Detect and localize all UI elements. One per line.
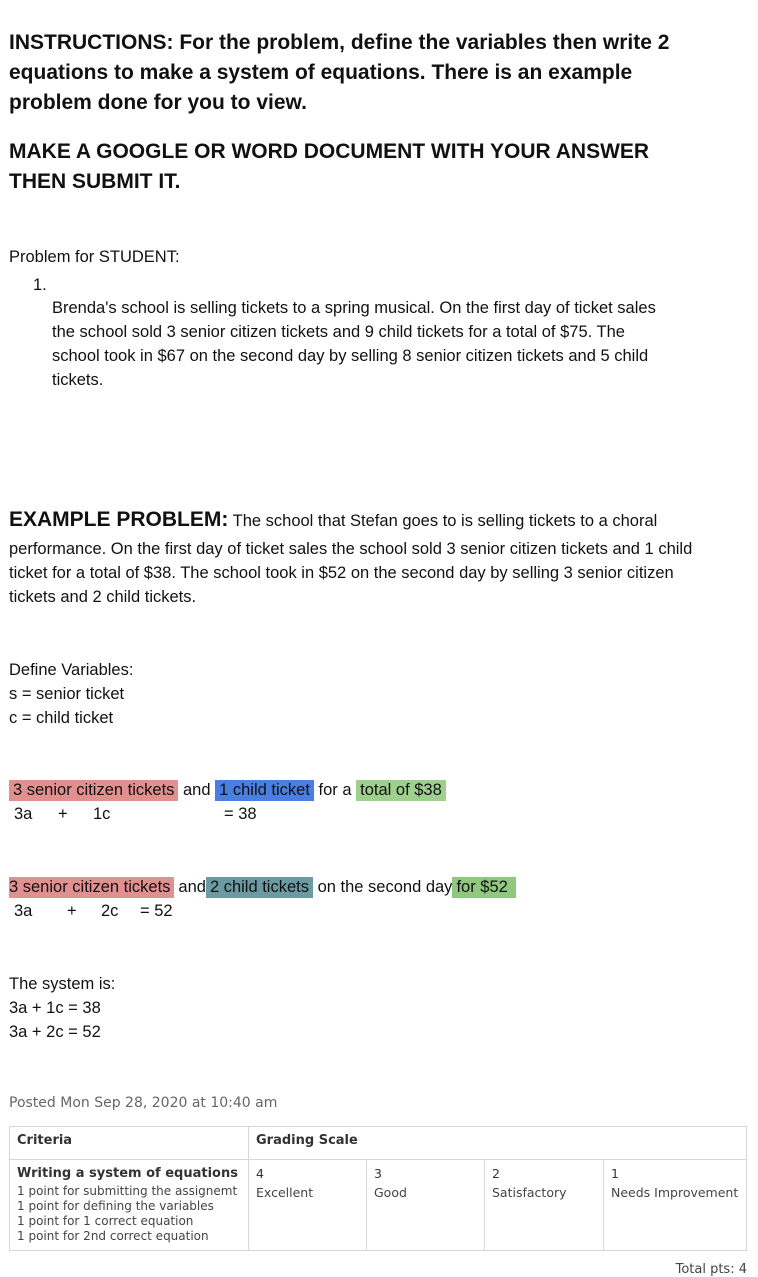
eq2-term-c: 2c — [101, 902, 119, 920]
connector-text: and — [183, 781, 211, 799]
rating-label: Needs Improvement — [611, 1185, 739, 1200]
criterion-line: 1 point for 2nd correct equation — [17, 1229, 209, 1243]
rating-score: 1 — [611, 1166, 619, 1181]
connector-text: and — [178, 878, 206, 896]
instructions-line-3: problem done for you to view. — [9, 91, 307, 114]
student-problem-line: school took in $67 on the second day by selling 8 senior citizen tickets and 5 child — [52, 347, 649, 365]
rubric-table — [9, 1126, 747, 1251]
example-line: ticket for a total of $38. The school took in $52 on the second day by selling 3 senior citizen — [9, 564, 674, 582]
rating-cell — [367, 1160, 485, 1251]
rating-score: 2 — [492, 1166, 500, 1181]
criterion-cell — [10, 1160, 249, 1251]
student-problem-heading: Problem for STUDENT: — [9, 248, 180, 266]
equation-1-phrase — [9, 778, 446, 802]
criteria-header: Criteria — [10, 1127, 249, 1160]
rating-label: Good — [374, 1185, 407, 1200]
eq2-term-a: 3a — [14, 902, 33, 920]
rating-label: Excellent — [256, 1185, 314, 1200]
variable-s: s = senior ticket — [9, 685, 125, 703]
rating-label: Satisfactory — [492, 1185, 567, 1200]
senior-tickets-highlight: 3 senior citizen tickets — [9, 877, 174, 898]
eq2-plus: + — [67, 902, 77, 920]
rating-cell — [249, 1160, 367, 1251]
rubric-header-row — [10, 1127, 747, 1160]
problem-number: 1. — [33, 276, 47, 294]
example-line: tickets and 2 child tickets. — [9, 588, 197, 606]
posted-date: Posted Mon Sep 28, 2020 at 10:40 am — [9, 1095, 278, 1111]
connector-text: for a — [318, 781, 352, 799]
eq1-plus: + — [58, 805, 68, 823]
eq1-term-a: 3a — [14, 805, 33, 823]
eq2-result: = 52 — [140, 902, 173, 920]
rating-score: 4 — [256, 1166, 264, 1181]
total-points: Total pts: 4 — [675, 1262, 747, 1277]
system-equation-2: 3a + 2c = 52 — [9, 1023, 101, 1041]
example-line: The school that Stefan goes to is selling tickets to a choral — [232, 512, 658, 530]
system-equation-1: 3a + 1c = 38 — [9, 999, 101, 1017]
child-tickets-highlight: 2 child tickets — [206, 877, 313, 898]
total-highlight: for $52 — [452, 877, 515, 898]
submit-instruction-line-1: MAKE A GOOGLE OR WORD DOCUMENT WITH YOUR ANSWER — [9, 140, 650, 163]
variable-c: c = child ticket — [9, 709, 114, 727]
student-problem-line: the school sold 3 senior citizen tickets and 9 child tickets for a total of $75. The — [52, 323, 625, 341]
example-line: performance. On the first day of ticket sales the school sold 3 senior citizen tickets and 1 child — [9, 540, 693, 558]
student-problem-line: Brenda's school is selling tickets to a spring musical. On the first day of ticket sales — [52, 299, 656, 317]
eq1-result: = 38 — [224, 805, 257, 823]
eq1-term-c: 1c — [93, 805, 111, 823]
total-highlight: total of $38 — [356, 780, 446, 801]
instructions-line-1: INSTRUCTIONS: For the problem, define the variables then write 2 — [9, 31, 670, 54]
instructions-line-2: equations to make a system of equations. There is an example — [9, 61, 633, 84]
criterion-line: 1 point for defining the variables — [17, 1199, 214, 1213]
criterion-title: Writing a system of equations — [17, 1166, 238, 1181]
criterion-line: 1 point for submitting the assignemt — [17, 1184, 238, 1198]
example-heading: EXAMPLE PROBLEM: — [9, 508, 229, 531]
rating-cell — [485, 1160, 604, 1251]
student-problem-line: tickets. — [52, 371, 104, 389]
rubric-criterion-row — [10, 1160, 747, 1251]
criterion-line: 1 point for 1 correct equation — [17, 1214, 194, 1228]
senior-tickets-highlight: 3 senior citizen tickets — [9, 780, 178, 801]
system-heading: The system is: — [9, 975, 116, 993]
child-ticket-highlight: 1 child ticket — [215, 780, 314, 801]
connector-text: on the second day — [317, 878, 453, 896]
define-variables-heading: Define Variables: — [9, 661, 134, 679]
submit-instruction-line-2: THEN SUBMIT IT. — [9, 170, 181, 193]
grading-scale-header: Grading Scale — [249, 1127, 747, 1160]
rating-score: 3 — [374, 1166, 382, 1181]
example-first-line — [9, 508, 657, 533]
equation-2-phrase — [9, 875, 516, 899]
rating-cell — [604, 1160, 747, 1251]
